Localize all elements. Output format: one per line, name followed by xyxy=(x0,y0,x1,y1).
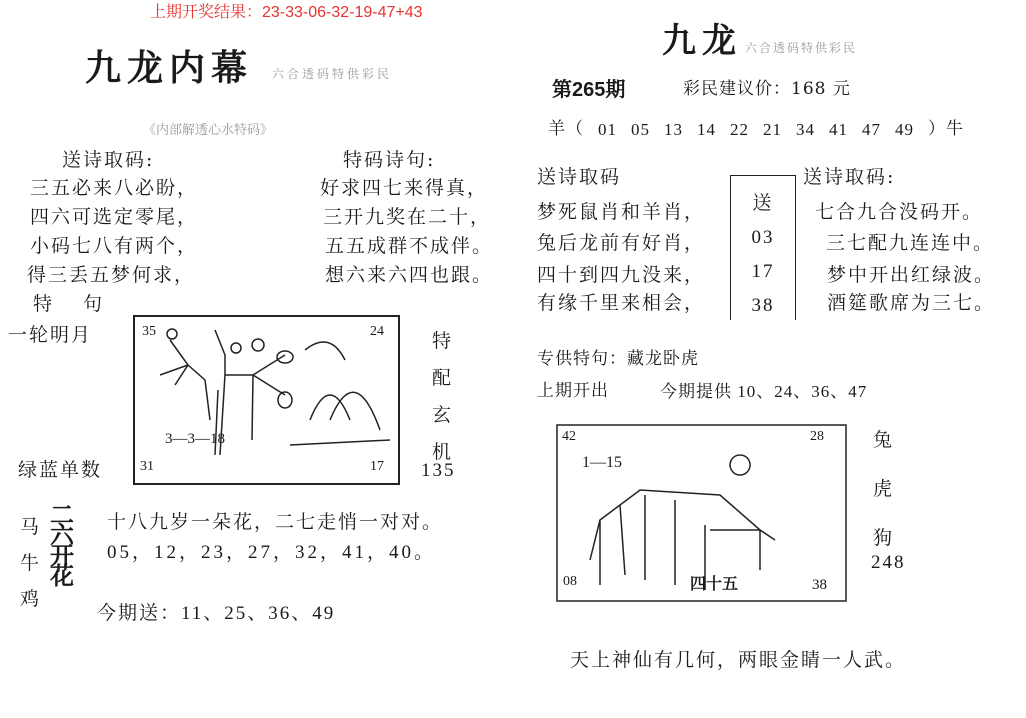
poem-line: 梦中开出红绿波。 xyxy=(827,264,996,286)
side-char: 兔 xyxy=(873,429,895,451)
send-number: 17 xyxy=(751,261,775,282)
last-result-banner: 上期开奖结果：23-33-06-32-19-47+43 xyxy=(150,4,423,21)
side-vertical xyxy=(432,326,453,464)
poem-line: 酒筵歌席为三七。 xyxy=(827,292,996,314)
poem-line: 五五成群不成伴。 xyxy=(325,235,494,257)
number: 47 xyxy=(862,120,881,139)
number: 13 xyxy=(664,120,683,139)
number: 49 xyxy=(895,120,914,139)
number: 01 xyxy=(598,120,617,139)
poem-left-heading: 送诗取码: xyxy=(62,149,155,171)
poem-right-heading: 送诗取码: xyxy=(803,166,896,188)
right-subtitle: 六合透码特供彩民 xyxy=(745,41,858,55)
zodiac: 鸡 xyxy=(20,588,42,610)
left-subtitle: 六合透码特供彩民 xyxy=(272,67,393,81)
poem-line: 四十到四九没来， xyxy=(537,264,706,286)
sketch-number: 1—15 xyxy=(582,454,622,471)
side-number: 135 xyxy=(421,460,456,481)
poem-line: 小码七八有两个， xyxy=(30,235,199,257)
poem-line: 三五必来八必盼， xyxy=(30,177,199,199)
flower-poem: 十八九岁一朵花，二七走悄一对对。 xyxy=(107,511,444,533)
zodiac-list xyxy=(20,512,41,611)
color-label: 绿蓝单数 xyxy=(18,459,103,481)
sketch-text: 四十五 xyxy=(690,574,739,593)
sketch-number: 3—3—18 xyxy=(165,431,225,447)
poem-line: 得三丢五梦何求， xyxy=(27,264,196,286)
side-char: 虎 xyxy=(873,478,895,500)
flower-char: 二 xyxy=(50,500,74,529)
period-number: 第265期 xyxy=(552,79,626,101)
zodiac: 牛 xyxy=(20,552,42,574)
number: 41 xyxy=(829,120,848,139)
number-line xyxy=(548,121,964,138)
right-title: 九龙 xyxy=(662,21,742,61)
poem-line: 三开九奖在二十， xyxy=(323,206,492,228)
sketch-number: 35 xyxy=(142,324,156,339)
special-label: 特 句 xyxy=(33,293,109,315)
poem-line: 梦死鼠肖和羊肖， xyxy=(537,201,706,223)
sketch-number: 28 xyxy=(810,429,824,444)
sketch-number: 42 xyxy=(562,429,576,444)
side-char: 狗 xyxy=(873,527,895,549)
number-line-left: 羊（ xyxy=(548,119,584,139)
poem-left-heading: 送诗取码 xyxy=(537,166,622,188)
flower-vertical xyxy=(50,500,74,591)
side-char: 特 xyxy=(432,330,454,352)
poem-line: 兔后龙前有好肖， xyxy=(537,232,706,254)
poem-line: 好求四七来得真， xyxy=(320,177,489,199)
flower-char: 花 xyxy=(50,561,74,591)
side-number: 248 xyxy=(871,552,906,573)
left-tagline: 《内部解透心水特码》 xyxy=(143,123,274,138)
number: 05 xyxy=(631,120,650,139)
side-char: 配 xyxy=(432,367,454,389)
side-vertical xyxy=(873,425,894,550)
poem-line: 四六可选定零尾， xyxy=(30,206,199,228)
zodiac: 马 xyxy=(20,516,42,538)
left-title: 九龙内幕 xyxy=(85,47,254,89)
poem-right-heading: 特码诗句: xyxy=(343,149,436,171)
sketch-number: 08 xyxy=(563,574,577,589)
special-phrase: 专供特句：藏龙卧虎 xyxy=(537,349,699,369)
number-line-right: ）牛 xyxy=(928,119,964,139)
special-phrase: 一轮明月 xyxy=(8,324,93,346)
side-char: 机 xyxy=(432,441,454,463)
number: 14 xyxy=(697,120,716,139)
send-box xyxy=(730,175,796,320)
number: 21 xyxy=(763,120,782,139)
sketch-number: 31 xyxy=(140,459,154,474)
send-number: 03 xyxy=(751,227,775,248)
poem-line: 想六来六四也跟。 xyxy=(325,264,494,286)
price: 彩民建议价：168 元 xyxy=(683,79,851,99)
bottom-poem: 天上神仙有几何，两眼金睛一人武。 xyxy=(570,649,907,671)
flower-numbers: 05，12，23，27，32，41，40。 xyxy=(107,542,437,563)
sketch-number: 24 xyxy=(370,324,384,339)
poem-line: 三七配九连连中。 xyxy=(826,232,995,254)
this-period-send: 今期送：11、25、36、49 xyxy=(97,603,336,624)
flower-char: 开 xyxy=(50,540,74,570)
poem-line: 有缘千里来相会， xyxy=(537,292,706,314)
poem-line: 七合九合没码开。 xyxy=(815,201,984,223)
last-out-label: 上期开出 xyxy=(537,381,609,401)
sketch-number: 17 xyxy=(370,459,384,474)
side-char: 玄 xyxy=(432,404,454,426)
flower-char: 六 xyxy=(50,520,74,550)
send-number: 38 xyxy=(751,295,775,316)
sketch-number: 38 xyxy=(812,577,827,593)
number: 34 xyxy=(796,120,815,139)
send-label: 送 xyxy=(752,193,774,214)
number: 22 xyxy=(730,120,749,139)
provide-numbers: 今期提供 10、24、36、47 xyxy=(660,382,868,401)
